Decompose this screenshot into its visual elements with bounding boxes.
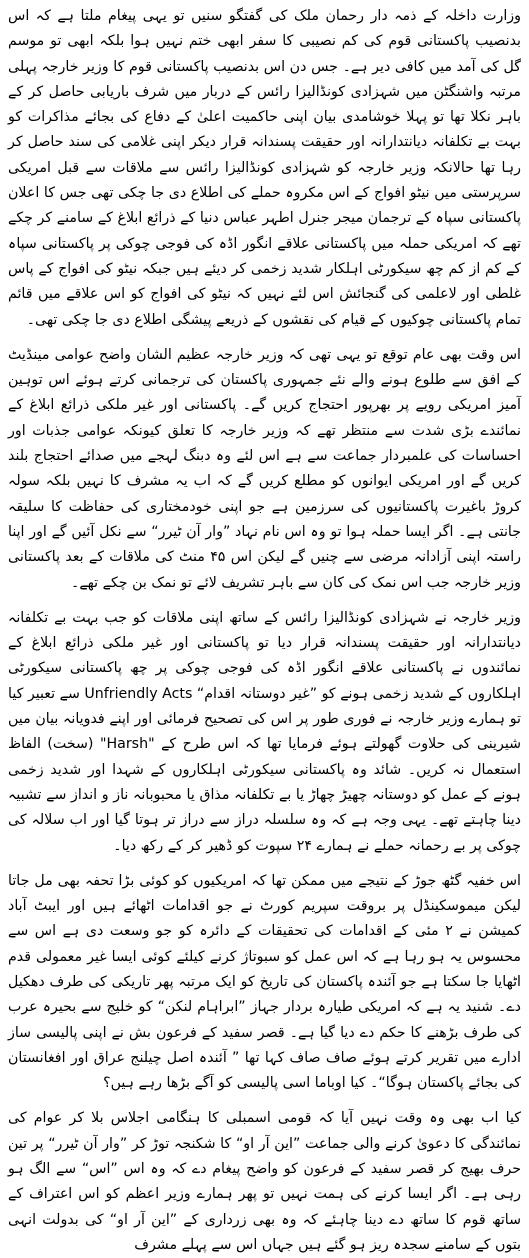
article-paragraph-5: کیا اب بھی وہ وقت نہیں آیا کہ قومی اسمبلی کا ہنگامی اجلاس بلا کر عوام کی نمائندگی کا دعویٰ کرنے والی جماعت ”این آر او“ کا شکنجہ توڑ کر ”وار آن ٹیرر“ پر تین حرف بھیج کر قصر سفید کے فرعون کو واضح پیغام دے کہ وہ اس ”اس“ سے الگ ہو رہی ہے۔ اگر ایسا کرنے کی ہمت نہیں تو پھر ہمارے وزیر اعظم کو اس اعتراف کے ساتھ قوم کا ساتھ دے دینا چاہئے کہ وہ بھی زرداری کے ”این آر او“ کی بدولت انہی بتوں کے سامنے سجدہ ریز ہو گئے ہیں جہاں اس سے پہلے مشرف bbox=[8, 1110, 521, 1253]
article-paragraph-3: وزیر خارجہ نے شہزادی کونڈالیزا رائس کے ساتھ اپنی ملاقات کو جب بہت بے تکلفانہ دیانتدارانہ اور حقیقت پسندانہ قرار دیا تو پاکستانی اور غیر ملکی ذرائع ابلاغ کے نمائندوں نے پاکستانی علاقے انگور اڈہ کی فوجی چوکی پر چھ پاکستانی سیکورٹی اہلکاروں کے شدید زخمی ہونے کو ”غیر دوستانہ اقدام“ Unfriendly Acts سے تعبیر کیا تو ہمارے وزیر خارجہ نے فوری طور پر اس کی تصحیح فرمائی اور اپنے فدویانہ بیان میں شیرینی کی حلاوت گھولتے ہوئے فرمایا تھا کہ اس طرح کے "Harsh" (سخت) الفاظ استعمال نہ کریں۔ شائد وہ پاکستانی سیکورٹی اہلکاروں کے شہدا اور شدید زخمی ہونے کے عمل کو دوستانہ چھیڑ چھاڑ یا بے تکلفانہ مذاق یا محبوبانہ ناز و انداز سے تشبیہ دینا چاہتے تھے۔ یہی وجہ ہے کہ وہ سلسلہ دراز سے دراز تر ہوتا گیا اور اب سلالہ کی چوکی پر بے رحمانہ حملے نے ہمارے ۲۴ سپوت کو ڈھیر کر کے رکھ دیا۔ bbox=[8, 609, 521, 854]
article-paragraph-1: وزارت داخلہ کے ذمہ دار رحمان ملک کی گفتگو سنیں تو یہی پیغام ملتا ہے کہ اس بدنصیب پاکستانی قوم کی کم نصیبی کا سفر ابھی ختم نہیں ہوا بلکہ ابھی تو موسم گل کی آمد میں کافی دیر ہے۔ جس دن اس بدنصیب پاکستانی قوم کا وزیر خارجہ پہلی مرتبہ واشنگٹن میں شہزادی کونڈالیزا رائس کے دربار میں شرف باریابی حاصل کر کے باہر نکلا تھا تو پہلا خوشامدی بیان اپنی حاکمیت اعلیٰ کے دفاع کی بجائے مذاکرات کو بہت بے تکلفانہ دیانتدارانہ اور حقیقت پسندانہ قرار دیکر اپنی غلامی کی سند حاصل کر رہا تھا حالانکہ وزیر خارجہ کو شہزادی کونڈالیزا رائس سے ملاقات سے قبل امریکی سرپرستی میں نیٹو افواج کے اس مکروہ حملے کی اطلاع دی جا چکی تھی جس کا اعلان پاکستانی سپاہ کے ترجمان میجر جنرل اطہر عباس دنیا کے ذرائع ابلاغ کے سامنے کر چکے تھے کہ امریکی حملہ میں پاکستانی علاقے انگور اڈہ کی فوجی چوکی پر پاکستانی سپاہ کے کم از کم چھ سیکورٹی اہلکار شدید زخمی کر دیئے ہیں جبکہ نیٹو کی افواج کے پاس غلطی اور لاعلمی کی گنجائش اس لئے نہیں کہ نیٹو کی افواج کو اس علاقے میں قائم تمام پاکستانی چوکیوں کے قیام کی نقشوں کے ذریعے پیشگی اطلاع دی جا چکی تھی۔ bbox=[8, 8, 521, 328]
article-paragraph-4: اس خفیہ گٹھ جوڑ کے نتیجے میں ممکن تھا کہ امریکیوں کو کوئی بڑا تحفہ بھی مل جاتا لیکن میموسکینڈل پر بروقت سپریم کورٹ نے جو اقدامات اٹھائے ہیں اور ایبٹ آباد کمیشن نے ۲ مئی کے اقدامات کی تحقیقات کے دائرہ کو جو وسعت دی ہے اس سے محسوس یہ ہو رہا ہے کہ اس عمل کو سبوتاژ کرنے کیلئے کوئی ایسا غیر معمولی قدم اٹھایا جا سکتا ہے جو آئندہ پاکستان کی تاریخ کو ایک مرتبہ پھر تاریکی کی طرف دھکیل دے۔ شنید یہ ہے کہ امریکی طیارہ بردار جہاز ”ابراہام لنکن“ کو خلیج سے بحیرہ عرب کی طرف بڑھنے کا حکم دے دیا گیا ہے۔ قصر سفید کے فرعون بش نے اپنی پالیسی ساز ادارے میں تقریر کرتے ہوئے صاف صاف کہا تھا ” آئندہ اصل چیلنج عراق اور افغانستان کی بجائے پاکستان ہوگا“۔ کیا اوباما اسی پالیسی کو آگے بڑھا رہے ہیں؟ bbox=[8, 872, 521, 1092]
article-paragraph-2: اس وقت بھی عام توقع تو یہی تھی کہ وزیر خارجہ عظیم الشان واضح عوامی مینڈیٹ کے افق سے طلوع ہونے والے نئے جمہوری پاکستان کی ترجمانی کرتے ہوئے اس توہین آمیز امریکی رویے پر بھرپور احتجاج کریں گے۔ پاکستانی اور غیر ملکی ذرائع ابلاغ کے نمائندے بڑی شدت سے منتظر تھے کہ وزیر خارجہ کا تعلق کیونکہ عوامی جذبات اور احساسات کی علمبردار جماعت سے ہے اس لئے وہ دبنگ لہجے میں صدائے احتجاج بلند کریں گے اور امریکی ایوانوں کو مطلع کریں گے کہ اب یہ مشرف کا نہیں بلکہ سولہ کروڑ باغیرت پاکستانیوں کی سرزمین ہے جو اپنی خودمختاری کی حفاظت کا سلیقہ جانتی ہے۔ اگر ایسا حملہ ہوا تو وہ اس نام نہاد ”وار آن ٹیرر“ سے نکل آئیں گے اور اپنا راستہ اپنی آزادانہ مرضی سے چنیں گے لیکن اس ۴۵ منٹ کی ملاقات کے بعد پاکستانی وزیر خارجہ جب اس نمک کی کان سے باہر تشریف لائے تو نمک بن چکے تھے۔ bbox=[8, 346, 521, 591]
